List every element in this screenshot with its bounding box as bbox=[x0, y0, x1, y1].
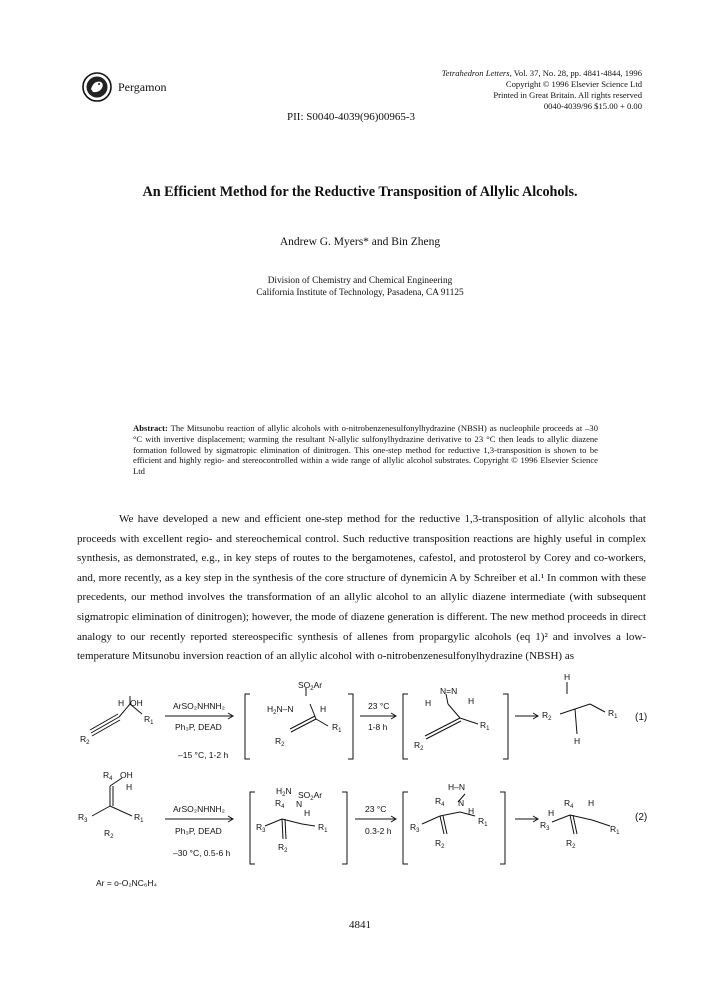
svg-text:H: H bbox=[468, 806, 475, 816]
svg-text:R1: $R_1$ bbox=[318, 822, 328, 834]
pii: PII: S0040-4039(96)00965-3 bbox=[287, 111, 416, 123]
svg-text:SO2Ar: $SO_2Ar$ bbox=[298, 790, 323, 802]
eq1-temp: 23 °C bbox=[368, 701, 390, 711]
svg-text:R1: $R_1$ bbox=[610, 824, 620, 836]
affiliation-division: Division of Chemistry and Chemical Engineering bbox=[267, 276, 453, 286]
copyright-line: Copyright © 1996 Elsevier Science Ltd bbox=[505, 79, 642, 89]
eq2-conditions: –30 °C, 0.5-6 h bbox=[173, 848, 231, 858]
svg-text:R1: $R_1$ bbox=[134, 812, 144, 824]
ar-definition: Ar = o-O₂NC₆H₄ bbox=[96, 878, 157, 888]
svg-text:H: H bbox=[304, 808, 311, 818]
eq2-temp: 23 °C bbox=[365, 804, 387, 814]
eq1-reagent-bottom: Ph₃P, DEAD bbox=[175, 722, 222, 732]
svg-text:R2: $R_2$ bbox=[414, 740, 424, 752]
svg-text:H: H bbox=[574, 736, 581, 746]
svg-text:H: H bbox=[320, 704, 327, 714]
svg-text:R4: $R_4$ bbox=[103, 770, 113, 782]
svg-text:R4: $R_4$ bbox=[564, 798, 574, 810]
price-line: 0040-4039/96 $15.00 + 0.00 bbox=[543, 101, 642, 111]
printed-line: Printed in Great Britain. All rights reserved bbox=[493, 90, 642, 100]
authors: Andrew G. Myers* and Bin Zheng bbox=[279, 236, 441, 248]
eq1-time: 1-8 h bbox=[368, 722, 388, 732]
svg-text:R2: $R_2$ bbox=[80, 734, 90, 746]
svg-text:N=N: N=N bbox=[440, 686, 458, 696]
svg-text:H2N: $H_2N$ bbox=[276, 786, 292, 798]
journal-info bbox=[442, 68, 642, 112]
svg-text:R1: $R_1$ bbox=[332, 722, 342, 734]
body-text: We have developed a new and efficient one-step method for the reductive 1,3-transposition of allylic alcohols that proceeds with excellent regio- and stereochemical control. Such reductive transposition reactions are highly useful in complex synthesis, as demonstrated, e.g., in key steps of routes to the bergamotenes, cafestol, and protosterol by Corey and co-workers, and, more recently, as a key step in the synthesis of the core structure of dynemicin A by Schreiber et al.¹ In common with these precedents, our method involves the transformation of an allylic alcohol to an allylic diazene intermediate (with subsequent sigmatropic elimination of dinitrogen); however, the mode of diazene generation is different. The new method proceeds in direct analogy to our recently reported stereospecific synthesis of allenes from propargylic alcohols (eq 1)² and involves a low-temperature Mitsunobu inversion reaction of an allylic alcohol with o-nitrobenzenesulfonylhydrazine (NBSH) as bbox=[77, 513, 646, 663]
svg-text:H: H bbox=[548, 808, 555, 818]
svg-text:H: H bbox=[588, 798, 595, 808]
svg-text:R1: $R_1$ bbox=[608, 708, 618, 720]
svg-text:H: H bbox=[468, 696, 475, 706]
eq2-number: (2) bbox=[635, 812, 648, 823]
page-number: 4841 bbox=[349, 919, 371, 931]
eq2-reagent-bottom: Ph₃P, DEAD bbox=[175, 826, 222, 836]
svg-text:R2: $R_2$ bbox=[435, 838, 445, 850]
affiliation bbox=[0, 276, 720, 299]
paper-title: An Efficient Method for the Reductive Transposition of Allylic Alcohols. bbox=[142, 184, 578, 200]
svg-text:R1: $R_1$ bbox=[144, 714, 154, 726]
svg-text:N: N bbox=[458, 798, 465, 808]
reaction-scheme bbox=[70, 674, 670, 874]
svg-text:N: N bbox=[296, 799, 303, 809]
svg-text:R2: $R_2$ bbox=[275, 736, 285, 748]
journal-name: Tetrahedron Letters bbox=[441, 68, 510, 78]
svg-text:R1: $R_1$ bbox=[478, 816, 488, 828]
svg-text:H: H bbox=[564, 674, 571, 682]
eq1-reagent-top: ArSO₂NHNH₂ bbox=[173, 701, 225, 711]
eq1-conditions: –15 °C, 1-2 h bbox=[178, 750, 229, 760]
eq2-time: 0.3-2 h bbox=[365, 826, 392, 836]
abstract-text: The Mitsunobu reaction of allylic alcohols with o-nitrobenzenesulfonylhydrazine (NBSH) as nucleophile proceeds at –30 °C with invertive displacement; warming the resultant N-allylic sulfonylhydrazine derivative to 23 °C then leads to allylic diazene formation followed by sigmatropic elimination of dinitrogen. This one-step method for reductive 1,3-transposition is shown to be efficient and highly regio- and stereocontrolled within a wide range of allylic alcohol substrates. Copyright © 1996 Elsevier Science Ltd bbox=[133, 423, 598, 477]
svg-text:R3: $R_3$ bbox=[410, 822, 420, 834]
svg-text:R2: $R_2$ bbox=[542, 710, 552, 722]
abstract-label: Abstract: bbox=[133, 423, 168, 433]
svg-text:R4: $R_4$ bbox=[275, 798, 285, 810]
svg-text:R1: $R_1$ bbox=[480, 720, 490, 732]
svg-text:OH: OH bbox=[120, 770, 133, 780]
svg-text:H–N: H–N bbox=[448, 782, 466, 792]
svg-text:H: H bbox=[126, 782, 133, 792]
svg-text:SO2Ar: $SO_2Ar$ bbox=[298, 680, 323, 692]
affiliation-institute: California Institute of Technology, Pasadena, CA 91125 bbox=[256, 287, 464, 298]
svg-text:H: H bbox=[425, 698, 432, 708]
body-paragraph bbox=[77, 510, 646, 667]
journal-volume: , Vol. 37, No. 28, pp. 4841-4844, 1996 bbox=[509, 68, 642, 78]
svg-text:H2N–N: $H_2N-N$ bbox=[267, 704, 294, 716]
publisher-name: Pergamon bbox=[118, 80, 167, 94]
svg-text:R4: $R_4$ bbox=[435, 796, 445, 808]
journal-citation bbox=[442, 68, 642, 79]
eq1-number: (1) bbox=[635, 712, 648, 723]
svg-text:R3: $R_3$ bbox=[540, 820, 550, 832]
svg-text:R2: $R_2$ bbox=[566, 838, 576, 850]
svg-text:R2: $R_2$ bbox=[104, 828, 114, 840]
svg-text:H: H bbox=[118, 698, 125, 708]
svg-text:OH: OH bbox=[130, 698, 143, 708]
pergamon-logo bbox=[82, 72, 112, 102]
svg-text:R3: $R_3$ bbox=[78, 812, 88, 824]
svg-text:R2: $R_2$ bbox=[278, 842, 288, 854]
abstract bbox=[133, 423, 598, 477]
svg-text:R3: $R_3$ bbox=[256, 822, 266, 834]
eq2-reagent-top: ArSO₂NHNH₂ bbox=[173, 804, 225, 814]
